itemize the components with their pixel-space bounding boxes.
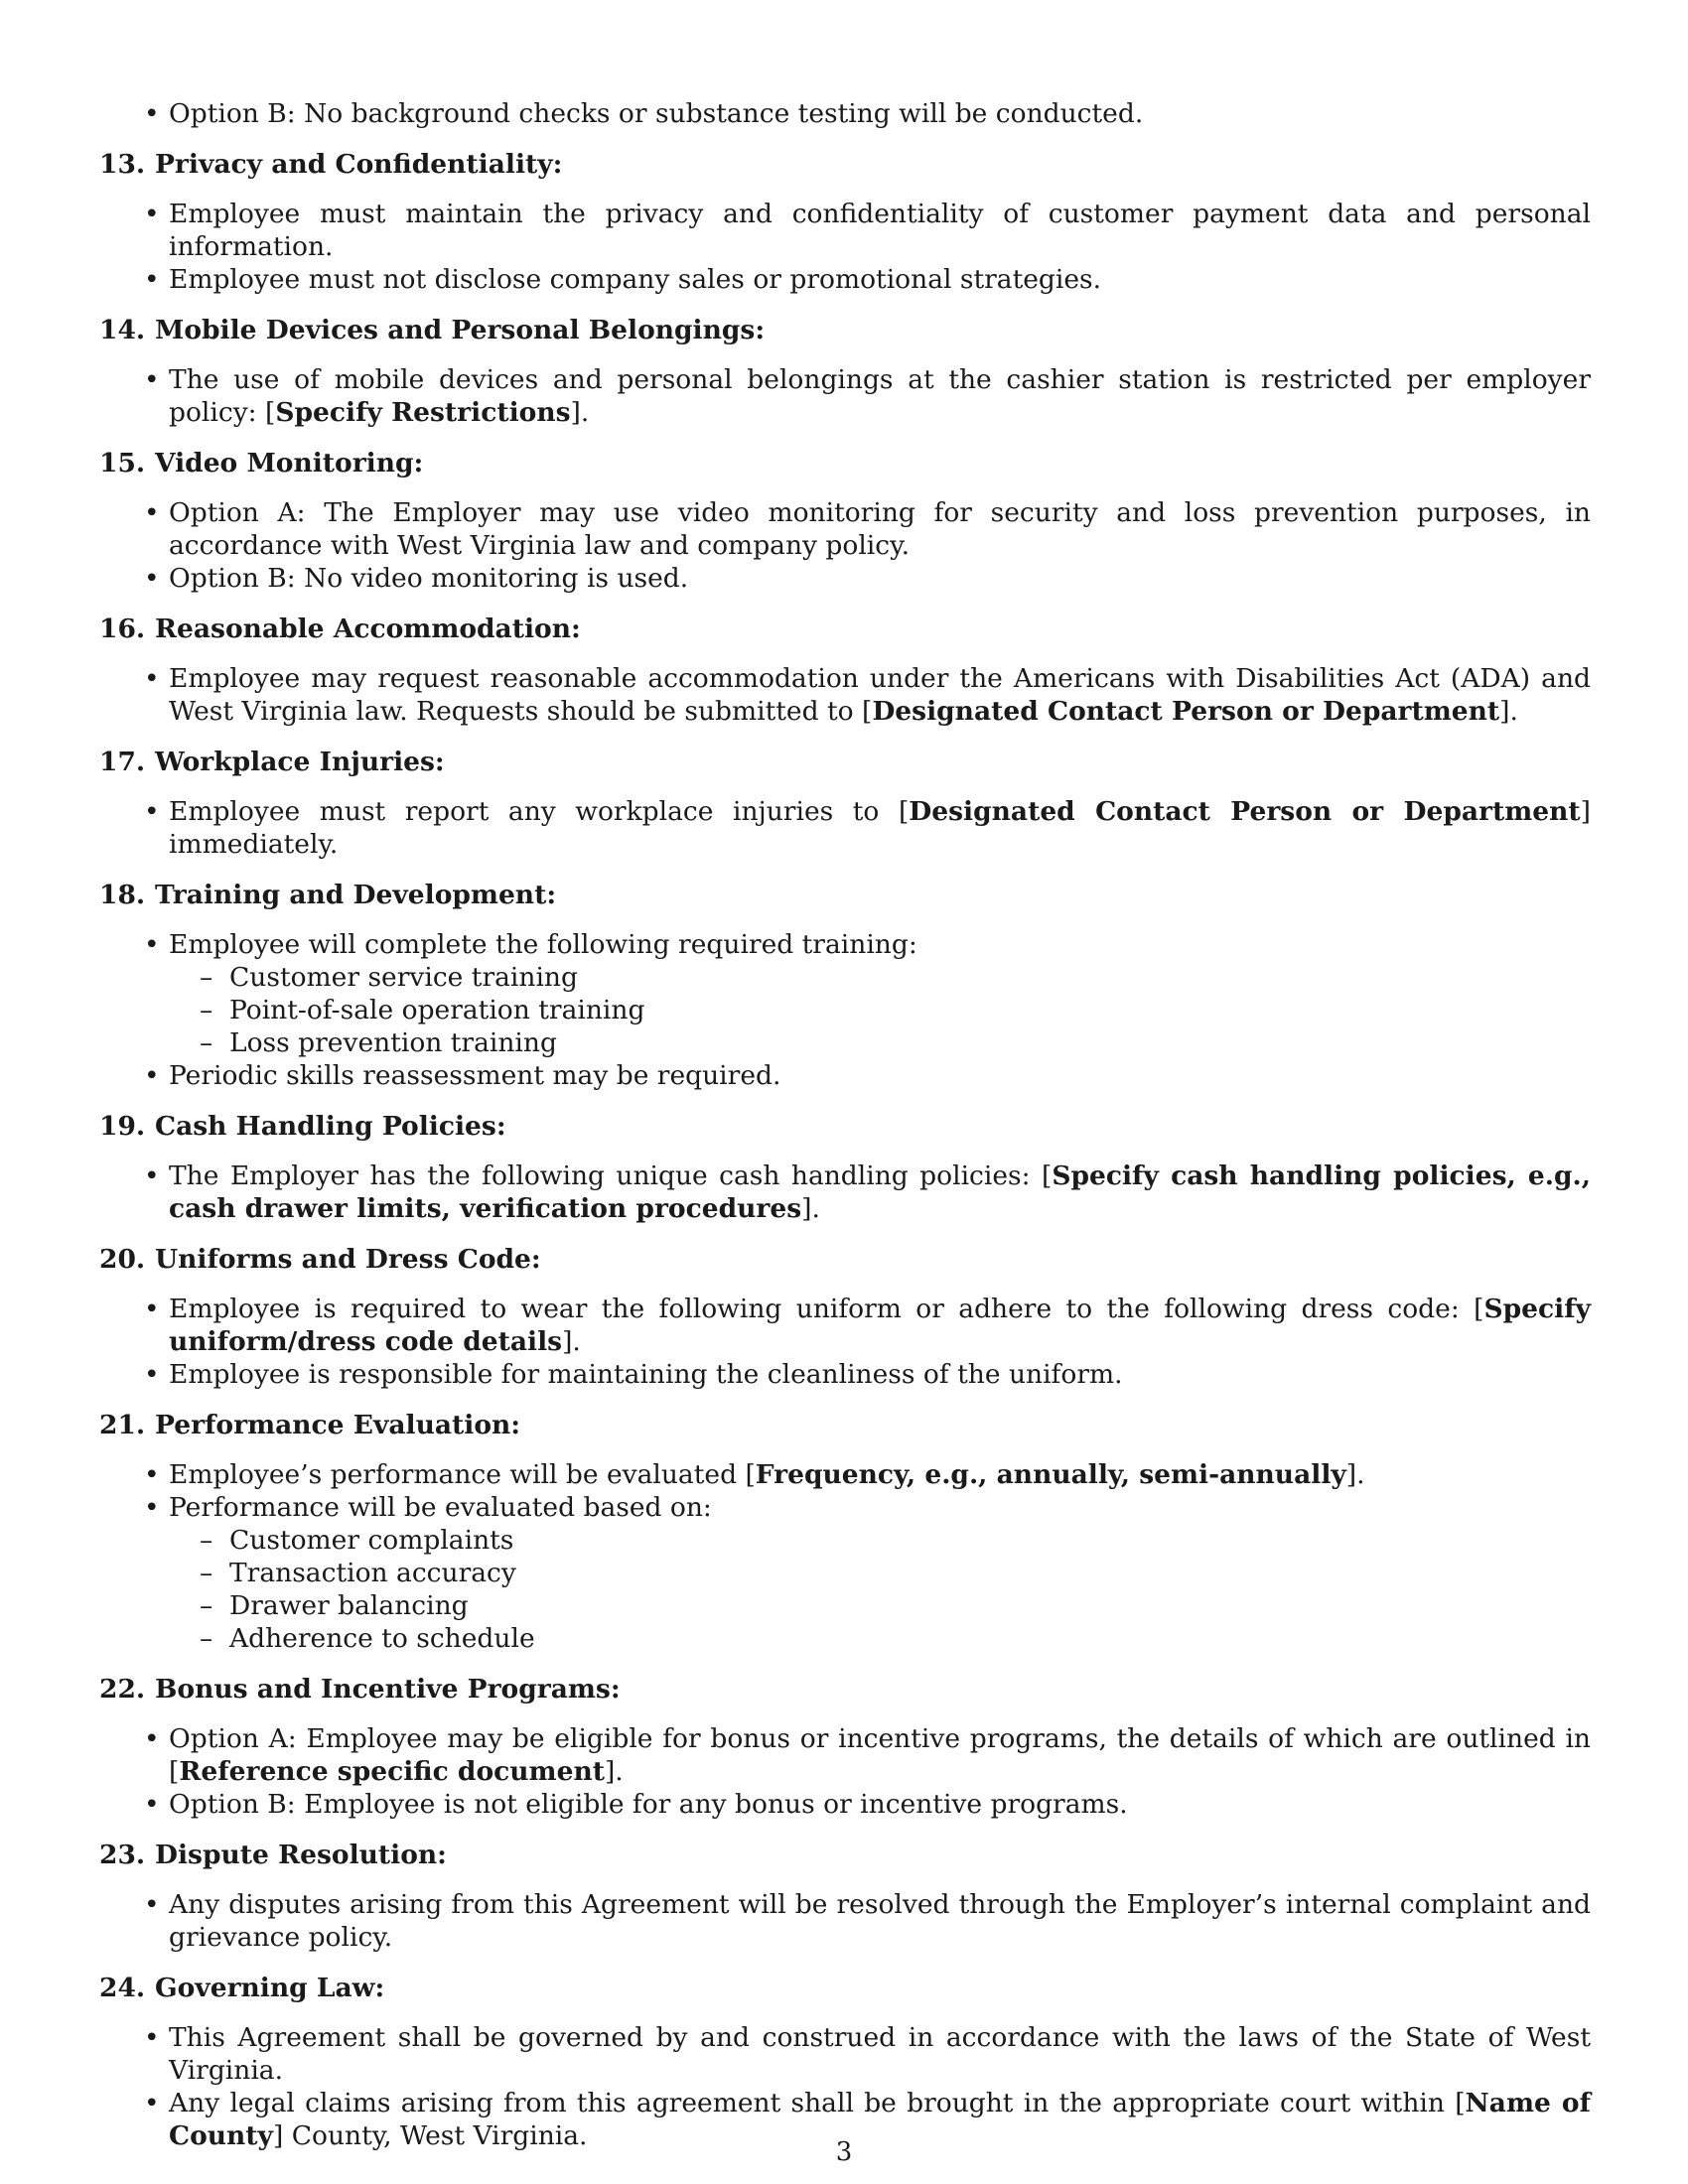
section-number: 20. bbox=[99, 1244, 146, 1275]
section-heading bbox=[99, 613, 1591, 645]
placeholder-text: Designated Contact Person or Department bbox=[872, 696, 1500, 727]
sub-list-item: – Point-of-sale operation training bbox=[229, 994, 1591, 1026]
section-number: 22. bbox=[99, 1674, 146, 1705]
section bbox=[99, 447, 1591, 595]
placeholder-text: Specify Restrictions bbox=[275, 397, 571, 428]
sub-list-item: – Drawer balancing bbox=[229, 1589, 1591, 1622]
section-title: Governing Law: bbox=[155, 1973, 385, 2003]
item-text: ]. bbox=[1499, 696, 1518, 727]
section-title: Training and Development: bbox=[155, 880, 557, 910]
section-items bbox=[99, 1293, 1591, 1391]
list-item bbox=[169, 562, 1591, 595]
intro-item: • Option B: No background checks or substance testing will be conducted. bbox=[169, 97, 1591, 130]
item-text: Employee must not disclose company sales or promotional strategies. bbox=[169, 264, 1102, 295]
item-text: Option B: Employee is not eligible for any bonus or incentive programs. bbox=[169, 1789, 1128, 1820]
section-title: Cash Handling Policies: bbox=[155, 1111, 506, 1142]
sub-list bbox=[169, 1524, 1591, 1655]
item-text: Employee must report any workplace injuries to [ bbox=[169, 796, 910, 827]
section-items bbox=[99, 662, 1591, 728]
section-items bbox=[99, 1160, 1591, 1225]
sub-list-item: – Transaction accuracy bbox=[229, 1557, 1591, 1589]
sub-list-item: – Loss prevention training bbox=[229, 1026, 1591, 1059]
list-item bbox=[169, 263, 1591, 296]
item-text: ]. bbox=[801, 1193, 820, 1224]
section-number: 13. bbox=[99, 149, 146, 180]
section bbox=[99, 1409, 1591, 1655]
section-heading bbox=[99, 314, 1591, 346]
section-heading bbox=[99, 1409, 1591, 1441]
placeholder-text: Specify cash handling policies, e.g., cash drawer limits, verification procedures bbox=[169, 1160, 1591, 1224]
item-text: The use of mobile devices and personal belongings at the cashier station is restricted per employer policy: [ bbox=[169, 364, 1591, 428]
section-items bbox=[99, 363, 1591, 429]
section-number: 21. bbox=[99, 1410, 146, 1440]
item-text: Employee’s performance will be evaluated [ bbox=[169, 1459, 756, 1490]
section-number: 18. bbox=[99, 880, 146, 910]
placeholder-text: Reference specific document bbox=[179, 1756, 605, 1787]
item-text: ] County, West Virginia. bbox=[272, 2120, 588, 2151]
section-items bbox=[99, 2021, 1591, 2152]
section-heading bbox=[99, 746, 1591, 778]
list-item bbox=[169, 662, 1591, 728]
section-number: 16. bbox=[99, 614, 146, 644]
placeholder-text: Frequency, e.g., annually, semi-annually bbox=[755, 1459, 1346, 1490]
item-text: Employee is responsible for maintaining the cleanliness of the uniform. bbox=[169, 1359, 1123, 1390]
list-item bbox=[169, 1160, 1591, 1225]
section-heading bbox=[99, 148, 1591, 181]
item-text: Employee will complete the following required training: bbox=[169, 929, 917, 960]
item-text: Any disputes arising from this Agreement will be resolved through the Employer’s internal complaint and grievance policy. bbox=[169, 1889, 1591, 1953]
section-title: Bonus and Incentive Programs: bbox=[155, 1674, 621, 1705]
sub-list bbox=[169, 961, 1591, 1059]
section-heading bbox=[99, 1972, 1591, 2004]
section bbox=[99, 314, 1591, 429]
section-heading bbox=[99, 1673, 1591, 1706]
list-item bbox=[169, 1458, 1591, 1491]
sub-list-item: – Customer service training bbox=[229, 961, 1591, 994]
section-number: 15. bbox=[99, 448, 146, 478]
section-items bbox=[99, 198, 1591, 296]
item-text: Performance will be evaluated based on: bbox=[169, 1492, 712, 1523]
section bbox=[99, 613, 1591, 728]
placeholder-text: Specify uniform/dress code details bbox=[169, 1294, 1591, 1357]
section-number: 17. bbox=[99, 747, 146, 777]
item-text: Employee is required to wear the following uniform or adhere to the following dress code: [ bbox=[169, 1294, 1484, 1324]
section bbox=[99, 1839, 1591, 1954]
document-page bbox=[99, 97, 1591, 2152]
sub-list-item: – Adherence to schedule bbox=[229, 1622, 1591, 1655]
section-number: 24. bbox=[99, 1973, 146, 2003]
section-items bbox=[99, 928, 1591, 1092]
section-heading bbox=[99, 1110, 1591, 1143]
list-item bbox=[169, 1491, 1591, 1655]
sub-list-item: – Customer complaints bbox=[229, 1524, 1591, 1557]
section-title: Uniforms and Dress Code: bbox=[155, 1244, 541, 1275]
list-item bbox=[169, 1059, 1591, 1092]
section-items bbox=[99, 496, 1591, 595]
list-item bbox=[169, 1888, 1591, 1954]
section bbox=[99, 879, 1591, 1092]
list-item bbox=[169, 496, 1591, 562]
section-items bbox=[99, 795, 1591, 861]
section-number: 19. bbox=[99, 1111, 146, 1142]
list-item bbox=[169, 198, 1591, 263]
list-item bbox=[169, 1788, 1591, 1821]
intro-list bbox=[99, 97, 1591, 130]
section-number: 23. bbox=[99, 1840, 146, 1870]
placeholder-text: Name of County bbox=[169, 2088, 1591, 2151]
section-title: Mobile Devices and Personal Belongings: bbox=[155, 315, 766, 345]
list-item bbox=[169, 1358, 1591, 1391]
item-text: ]. bbox=[562, 1326, 581, 1357]
section-title: Reasonable Accommodation: bbox=[155, 614, 581, 644]
item-text: Employee must maintain the privacy and confidentiality of customer payment data and personal information. bbox=[169, 199, 1591, 262]
section-items bbox=[99, 1722, 1591, 1821]
section-title: Video Monitoring: bbox=[155, 448, 424, 478]
section-title: Privacy and Confidentiality: bbox=[155, 149, 563, 180]
sections-container bbox=[99, 148, 1591, 2152]
section-number: 14. bbox=[99, 315, 146, 345]
item-text: Option A: The Employer may use video monitoring for security and loss prevention purposes, in accordance with West Virginia law and company policy. bbox=[169, 497, 1591, 561]
section-items bbox=[99, 1458, 1591, 1655]
placeholder-text: Designated Contact Person or Department bbox=[909, 796, 1581, 827]
list-item bbox=[169, 2021, 1591, 2087]
item-text: This Agreement shall be governed by and construed in accordance with the laws of the State of West Virginia. bbox=[169, 2022, 1591, 2086]
section-heading bbox=[99, 1243, 1591, 1276]
section bbox=[99, 1972, 1591, 2152]
section bbox=[99, 148, 1591, 296]
item-text: ]. bbox=[604, 1756, 624, 1787]
item-text: Option B: No video monitoring is used. bbox=[169, 563, 689, 594]
list-item bbox=[169, 1293, 1591, 1358]
item-text: ]. bbox=[1345, 1459, 1365, 1490]
list-item bbox=[169, 795, 1591, 861]
item-text: Option A: Employee may be eligible for bonus or incentive programs, the details of which are outlined in [ bbox=[169, 1723, 1591, 1787]
section-title: Workplace Injuries: bbox=[155, 747, 445, 777]
section-heading bbox=[99, 1839, 1591, 1871]
item-text: ]. bbox=[570, 397, 590, 428]
list-item bbox=[169, 1722, 1591, 1788]
list-item bbox=[169, 363, 1591, 429]
section-title: Performance Evaluation: bbox=[155, 1410, 521, 1440]
section-heading bbox=[99, 447, 1591, 479]
item-text: Any legal claims arising from this agreement shall be brought in the appropriate court within [ bbox=[169, 2088, 1466, 2118]
item-text: ] immediately. bbox=[169, 796, 1591, 860]
list-item bbox=[169, 928, 1591, 1059]
item-text: Periodic skills reassessment may be required. bbox=[169, 1060, 781, 1091]
item-text: The Employer has the following unique cash handling policies: [ bbox=[169, 1160, 1053, 1191]
section bbox=[99, 1243, 1591, 1391]
section-items bbox=[99, 1888, 1591, 1954]
section-heading bbox=[99, 879, 1591, 911]
item-text: Employee may request reasonable accommodation under the Americans with Disabilities Act (ADA) and West Virginia law. Requests should be submitted to [ bbox=[169, 663, 1591, 727]
section bbox=[99, 1673, 1591, 1821]
section bbox=[99, 1110, 1591, 1225]
section-title: Dispute Resolution: bbox=[155, 1840, 447, 1870]
page-number: 3 bbox=[835, 2137, 853, 2167]
section bbox=[99, 746, 1591, 861]
